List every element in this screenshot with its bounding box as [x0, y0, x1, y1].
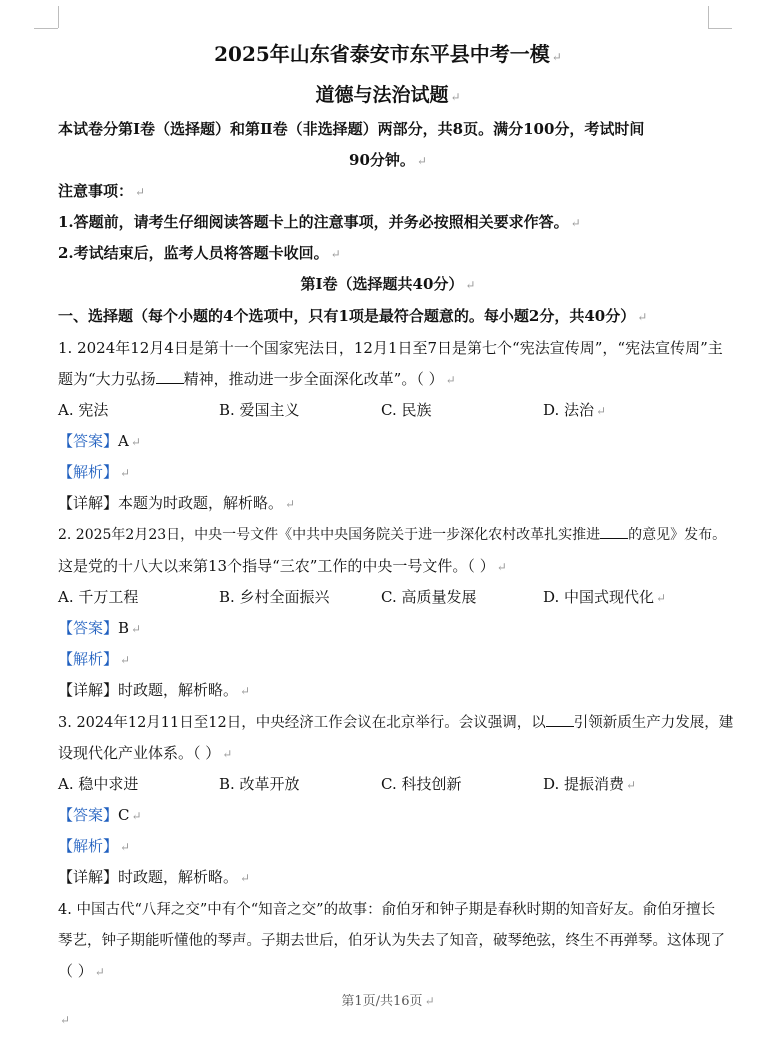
question-3-detail-text: 时政题，解析略。: [118, 868, 239, 886]
question-1-detail: [58, 492, 295, 513]
paragraph-mark: ↵: [596, 404, 607, 418]
notes-heading: [58, 180, 145, 201]
question-2-line-1: [58, 524, 726, 544]
question-1-option-d: [543, 399, 606, 420]
question-2-line-2-text: 这是党的十八大以来第13个指导“三农”工作的中央一号文件。（ ）: [58, 557, 495, 575]
paragraph-mark: ↵: [551, 50, 562, 64]
page-footer: [0, 990, 776, 1009]
question-3-option-d-text: D. 提振消费: [543, 775, 625, 793]
question-2-stem-a: 2. 2025年2月23日，中央一号文件《中共中央国务院关于进一步深化农村改革扎实推进: [58, 527, 601, 543]
question-4-line-3: [58, 960, 105, 981]
analysis-label: 【解析】: [58, 650, 119, 668]
question-4-line-2: 琴艺，钟子期能听懂他的琴声。子期去世后，伯牙认为失去了知音，破琴绝弦，终生不再弹琴。这体现了: [58, 933, 725, 949]
crop-mark-top-right-horizontal: [708, 28, 732, 29]
section-title: [0, 273, 776, 294]
question-1-option-d-text: D. 法治: [543, 401, 595, 419]
part-one-heading: [58, 305, 647, 326]
paragraph-mark: ↵: [131, 809, 142, 823]
question-2-detail-text: 时政题，解析略。: [118, 681, 239, 699]
paragraph-mark: ↵: [120, 840, 131, 854]
trailing-paragraph: [58, 1010, 70, 1028]
question-1-detail-text: 本题为时政题，解析略。: [118, 494, 284, 512]
document-title-text: 2025年山东省泰安市东平县中考一模: [214, 42, 550, 66]
paragraph-mark: ↵: [135, 185, 146, 199]
question-2-option-a: A. 千万工程: [58, 588, 139, 606]
paragraph-mark: ↵: [626, 778, 637, 792]
question-3-line-1: [58, 711, 733, 732]
intro-line-2-text: 90分钟。: [349, 151, 415, 169]
notes-item-1-text: 1.答题前，请考生仔细阅读答题卡上的注意事项，并务必按照相关要求作答。: [58, 213, 569, 231]
paragraph-mark: ↵: [496, 560, 507, 574]
paragraph-mark: ↵: [131, 622, 142, 636]
question-1-answer: [58, 430, 141, 451]
question-4-line-1: 4. 中国古代“八拜之交”中有个“知音之交”的故事：俞伯牙和钟子期是春秋时期的知音好友。俞伯牙擅长: [58, 902, 716, 918]
paragraph-mark: ↵: [424, 994, 435, 1008]
paragraph-mark: ↵: [637, 310, 648, 324]
analysis-label: 【解析】: [58, 837, 119, 855]
fill-blank: [600, 526, 628, 539]
question-3-detail: [58, 866, 250, 887]
notes-item-2-text: 2.考试结束后，监考人员将答题卡收回。: [58, 244, 329, 262]
detail-label: 【详解】: [58, 494, 119, 512]
paragraph-mark: ↵: [450, 90, 461, 104]
document-subtitle: [0, 80, 776, 107]
question-2-line-2: [58, 555, 507, 576]
crop-mark-top-left-vertical: [58, 6, 59, 28]
notes-heading-text: 注意事项：: [58, 182, 134, 200]
question-2-stem-b: 的意见》发布。: [628, 527, 727, 543]
analysis-label: 【解析】: [58, 463, 119, 481]
question-3-line-2-text: 设现代化产业体系。（ ）: [58, 744, 221, 762]
question-2-analysis: [58, 648, 130, 669]
answer-label: 【答案】: [58, 619, 119, 637]
question-2-option-b: B. 乡村全面振兴: [219, 588, 330, 606]
question-4-line-3-text: （ ）: [58, 962, 93, 980]
question-3-stem-a: 3. 2024年12月11日至12日，中央经济工作会议在北京举行。会议强调，以: [58, 715, 546, 731]
question-3-option-d: [543, 773, 636, 794]
question-1-option-b: B. 爱国主义: [219, 401, 300, 419]
paragraph-mark: ↵: [120, 466, 131, 480]
answer-label: 【答案】: [58, 806, 119, 824]
part-one-heading-text: 一、选择题（每个小题的4个选项中，只有1项是最符合题意的。每小题2分，共40分）: [58, 307, 636, 325]
paragraph-mark: ↵: [222, 747, 233, 761]
crop-mark-top-left-horizontal: [34, 28, 58, 29]
intro-line-2: [0, 149, 776, 170]
answer-label: 【答案】: [58, 432, 119, 450]
paragraph-mark: ↵: [330, 247, 341, 261]
fill-blank: [546, 714, 574, 727]
paragraph-mark: ↵: [130, 435, 141, 449]
paragraph-mark: ↵: [60, 1013, 71, 1027]
paragraph-mark: ↵: [94, 965, 105, 979]
paragraph-mark: ↵: [416, 154, 427, 168]
question-1-analysis: [58, 461, 130, 482]
question-3-option-a: A. 稳中求进: [58, 775, 139, 793]
question-2-detail: [58, 679, 250, 700]
question-3-line-2: [58, 742, 232, 763]
paragraph-mark: ↵: [445, 373, 456, 387]
notes-item-1: [58, 211, 581, 232]
crop-mark-top-right-vertical: [708, 6, 709, 28]
paragraph-mark: ↵: [240, 871, 251, 885]
question-2-answer-value: B: [118, 619, 130, 637]
question-3-analysis: [58, 835, 130, 856]
question-1-stem-a: 题为“大力弘扬: [58, 370, 156, 388]
question-3-option-c: C. 科技创新: [381, 775, 462, 793]
question-1-stem-b: 精神，推动进一步全面深化改革”。（ ）: [183, 370, 444, 388]
intro-line-1: 本试卷分第Ⅰ卷（选择题）和第Ⅱ卷（非选择题）两部分，共8页。满分100分，考试时间: [58, 120, 645, 138]
question-1-option-a: A. 宪法: [58, 401, 109, 419]
question-1-answer-value: A: [118, 432, 129, 450]
document-title: [0, 38, 776, 67]
fill-blank: [156, 371, 184, 384]
notes-item-2: [58, 242, 341, 263]
section-title-text: 第Ⅰ卷（选择题共40分）: [300, 275, 464, 293]
question-1-option-c: C. 民族: [381, 401, 432, 419]
paragraph-mark: ↵: [656, 591, 667, 605]
question-3-stem-b: 引领新质生产力发展，建: [573, 715, 734, 731]
paragraph-mark: ↵: [240, 684, 251, 698]
question-3-answer-value: C: [118, 806, 130, 824]
detail-label: 【详解】: [58, 681, 119, 699]
page-number: 第1页/共16页: [341, 994, 423, 1009]
paragraph-mark: ↵: [120, 653, 131, 667]
question-1-line-1: 1. 2024年12月4日是第十一个国家宪法日，12月1日至7日是第七个“宪法宣传周”，“宪法宣传周”主: [58, 339, 723, 357]
question-2-option-c: C. 高质量发展: [381, 588, 477, 606]
question-3-option-b: B. 改革开放: [219, 775, 300, 793]
question-1-line-2: [58, 368, 456, 389]
question-2-answer: [58, 617, 141, 638]
question-3-answer: [58, 804, 142, 825]
document-subtitle-text: 道德与法治试题: [315, 84, 449, 106]
question-2-option-d: [543, 586, 666, 607]
question-2-option-d-text: D. 中国式现代化: [543, 588, 655, 606]
paragraph-mark: ↵: [285, 497, 296, 511]
paragraph-mark: ↵: [570, 216, 581, 230]
paragraph-mark: ↵: [465, 278, 476, 292]
detail-label: 【详解】: [58, 868, 119, 886]
